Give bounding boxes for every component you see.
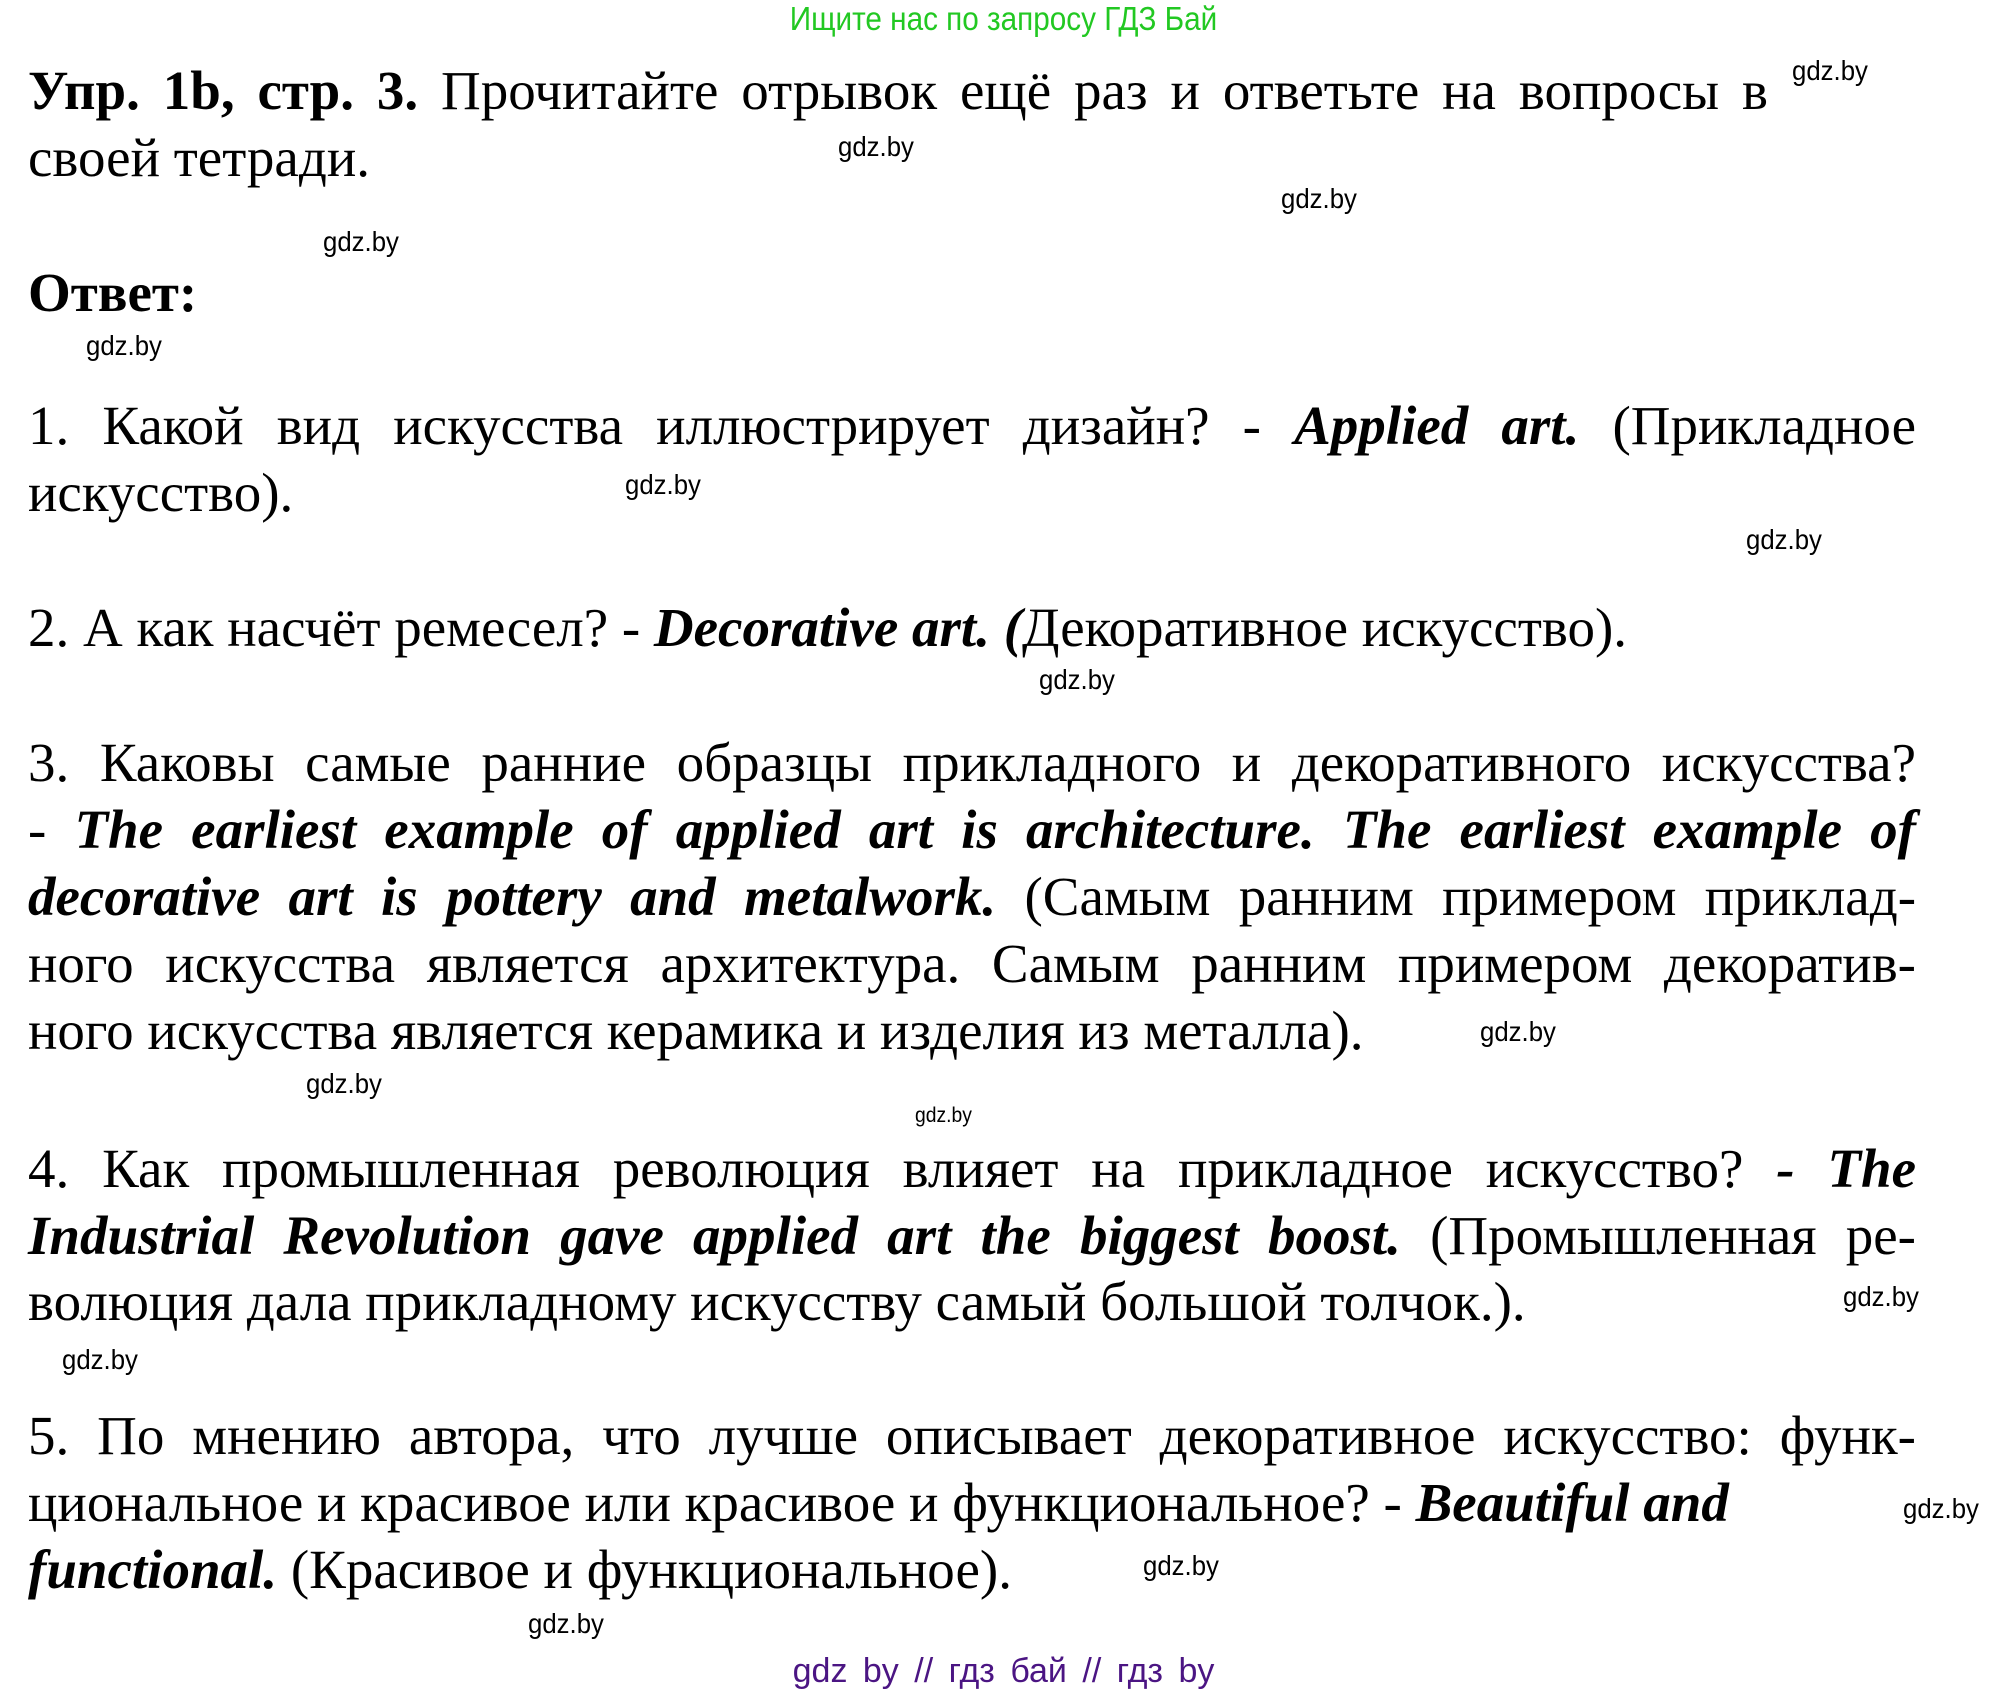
question-text: ного искусства является керамика и изделия из металла). [28,1000,1364,1061]
question-text: (Промышленная ре- [1400,1205,1916,1266]
question-text: 4. Как промышленная революция влияет на прикладное искусство? [28,1138,1777,1199]
question-text: ного искусства является архитектура. Самым ранним примером декоратив- [28,933,1916,994]
text-line [28,997,1916,1064]
question-text: 1. Какой вид искусства иллюстрирует дизайн? - [28,395,1295,456]
text-line [28,1402,1916,1469]
heading-text: Упр. 1b, стр. 3. [28,60,419,121]
answer-text: functional. [28,1539,278,1600]
watermark: gdz.by [1480,1016,1556,1047]
text-line [28,930,1916,997]
answer-text: decorative art is pottery and metalwork. [28,866,997,927]
watermark: gdz.by [306,1068,382,1099]
text-line [28,57,1768,124]
question-text: 5. По мнению автора, что лучше описывает декоративное искусство: функ- [28,1405,1916,1466]
heading-text: Ответ: [28,262,198,323]
question-text: своей тетради. [28,127,371,188]
text-line [28,1268,1916,1335]
watermark: gdz.by [1143,1550,1219,1581]
top-banner: Ищите нас по запросу ГДЗ Бай [789,0,1218,37]
answer-text: Beautiful and [1415,1472,1729,1533]
watermark: gdz.by [62,1344,138,1375]
question-text: циональное и красивое или красивое и функциональное? - [28,1472,1416,1533]
watermark: gdz.by [838,131,914,162]
question-text: 3. Каковы самые ранние образцы прикладного и декоративного искусства? [28,732,1916,793]
question-text: Прочитайте отрывок ещё раз и ответьте на вопросы в [418,60,1768,121]
answer-text: - The [1776,1138,1916,1199]
text-line [28,796,1916,863]
text-line [28,1135,1916,1202]
footer-links: gdz by // гдз бай // гдз by [792,1652,1215,1690]
watermark: gdz.by [1792,55,1868,86]
text-line [28,1536,1916,1603]
watermark: gdz.by [1903,1493,1979,1524]
answer-text: Applied art. [1294,395,1580,456]
text-line [28,124,1916,191]
text-line [28,459,1916,526]
watermark: gdz.by [528,1608,604,1639]
text-line [28,729,1916,796]
watermark: gdz.by [1746,524,1822,555]
text-line [28,392,1916,459]
text-line [28,1202,1916,1269]
answer-text: Industrial Revolution gave applied art the biggest boost. [28,1205,1401,1266]
watermark: gdz.by [1039,664,1115,695]
text-line [28,259,1916,326]
text-line [28,594,1916,661]
watermark: gdz.by [915,1104,972,1127]
watermark: gdz.by [1843,1281,1919,1312]
question-text: (Прикладное [1579,395,1916,456]
question-text: искусство). [28,462,294,523]
answer-text: The earliest example of applied art is architecture. The earliest example of [74,799,1916,860]
question-text: (Красивое и функциональное). [277,1539,1012,1600]
question-text: (Самым ранним примером приклад- [996,866,1917,927]
watermark: gdz.by [323,226,399,257]
answer-text: Decorative art. ( [653,597,1023,658]
watermark: gdz.by [625,469,701,500]
watermark: gdz.by [1281,183,1357,214]
text-line [28,863,1916,930]
question-text: 2. А как насчёт ремесел? - [28,597,654,658]
text-line [28,1469,1916,1536]
question-text: - [28,799,75,860]
watermark: gdz.by [86,330,162,361]
question-text: Декоративное искусство). [1022,597,1628,658]
question-text: волюция дала прикладному искусству самый большой толчок.). [28,1271,1526,1332]
